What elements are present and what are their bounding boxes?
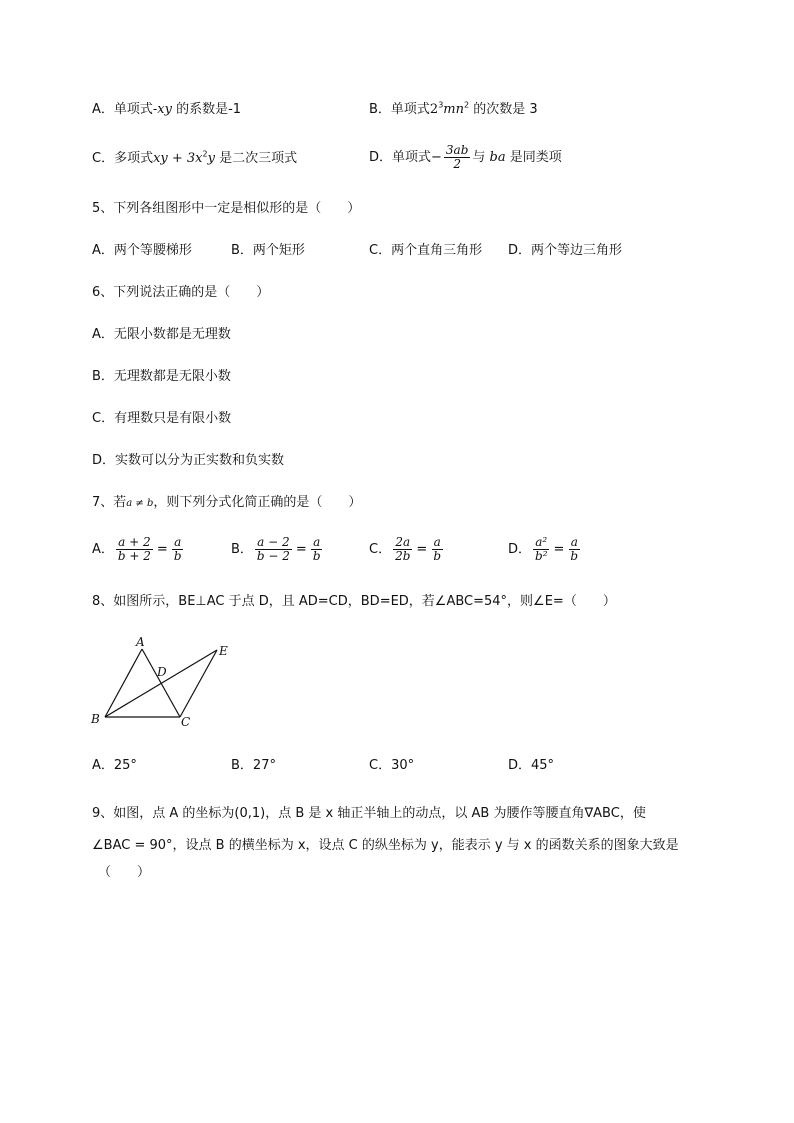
q7-b-fraction-left: [255, 536, 292, 563]
q7-a-num: a + 2: [118, 535, 151, 549]
q4-d-suffix: 是同类项: [505, 150, 562, 165]
q5-option-b: B．两个矩形: [231, 243, 305, 258]
q8-stem: 8、如图所示，BE⊥AC 于点 D，且 AD=CD，BD=ED，若∠ABC=54°，则∠E=（ ）: [92, 594, 616, 609]
q7-b-num: a − 2: [257, 535, 290, 549]
q4-d-prefix: D．单项式: [369, 150, 432, 165]
q7-a-fraction-left: [116, 536, 153, 563]
q4-d-fraction: [444, 144, 470, 171]
segment-ab: [105, 649, 142, 717]
q7-c-fraction-right: [431, 536, 443, 563]
q4-b-variables: mn: [443, 102, 464, 117]
q7-b-fraction-right: [311, 536, 323, 563]
segment-ce: [180, 650, 217, 717]
q4-c-suffix: 是二次三项式: [214, 151, 298, 166]
point-a-label: A: [136, 635, 145, 649]
q4-d-denominator: 2: [453, 157, 461, 171]
q7-a-rnum: a: [174, 535, 182, 549]
q6-option-c: C．有理数只是有限小数: [92, 411, 232, 426]
q7-stem-suffix: ，则下列分式化简正确的是（ ）: [153, 495, 362, 510]
q7-b-rden: b: [312, 549, 321, 563]
q8-option-a: A．25°: [92, 758, 137, 773]
q6-option-d: D．实数可以分为正实数和负实数: [92, 453, 285, 468]
q4-a-expression: -xy: [152, 102, 172, 117]
q5-option-a: A．两个等腰梯形: [92, 243, 192, 258]
point-b-label: B: [91, 712, 100, 726]
q4-b-coefficient: 2: [429, 102, 439, 117]
q9-stem-line-2: ∠BAC = 90°，设点 B 的横坐标为 x，设点 C 的纵坐标为 y，能表示 y 与 x 的函数关系的图象大致是: [92, 838, 679, 853]
q7-a-label: A．: [92, 542, 114, 557]
q7-c-rden: b: [433, 549, 441, 563]
q8-geometry-figure: [85, 635, 245, 735]
q7-a-den: b + 2: [117, 549, 151, 563]
q4-a-prefix: A．单项式: [92, 102, 153, 117]
q4-option-c: C．多项式xy + $3x^2y$ 是二次三项式: [92, 149, 298, 166]
q7-d-rden: b: [570, 549, 579, 563]
q4-b-suffix: 的次数是 3: [469, 102, 538, 117]
point-c-label: C: [181, 715, 191, 729]
q7-b-label: B．: [231, 542, 253, 557]
q4-c-expression: xy + 3x: [153, 151, 203, 166]
q8-option-d: D．45°: [508, 758, 555, 773]
q4-c-prefix: C．多项式: [92, 151, 154, 166]
q5-option-c: C．两个直角三角形: [369, 243, 483, 258]
q4-a-suffix: 的系数是-1: [171, 102, 242, 117]
q4-d-numerator: 3ab: [445, 143, 469, 157]
q8-option-c: C．30°: [369, 758, 415, 773]
q7-d-rnum: a: [570, 535, 578, 549]
q4-d-variable: ba: [489, 150, 506, 165]
q7-d-fraction-left: [533, 536, 550, 563]
q4-d-minus: −: [431, 150, 442, 165]
q6-option-b: B．无理数都是无限小数: [92, 369, 231, 384]
q5-stem: 5、下列各组图形中一定是相似形的是（ ）: [92, 201, 361, 216]
q7-c-num: 2a: [395, 535, 411, 549]
q7-option-a: A． $\frac{a + 2}{b + 2}$ = $\frac{a}{b}$: [92, 535, 182, 563]
q7-c-den: 2b: [395, 549, 411, 563]
q7-d-fraction-right: [568, 536, 580, 563]
q7-d-label: D．: [508, 542, 532, 557]
q7-b-den: b − 2: [256, 549, 290, 563]
q7-option-c: C． $\frac{2a}{2b}$ = $\frac{a}{b}$: [369, 535, 441, 563]
q4-option-d: [369, 144, 562, 171]
q7-stem: [92, 494, 361, 513]
q4-d-middle: 与: [472, 150, 490, 165]
q6-stem: 6、下列说法正确的是（ ）: [92, 285, 270, 300]
q7-option-d: D． $\frac{\text{a²}}{\text{b²}}$ = $\frac{a}{b}$: [508, 535, 579, 563]
q7-d-den: b²: [535, 549, 548, 563]
q7-a-fraction-right: [172, 536, 184, 563]
q7-stem-condition: a ≠ b: [126, 498, 154, 509]
q5-option-d: D．两个等边三角形: [508, 243, 623, 258]
q7-b-rnum: a: [313, 535, 321, 549]
q7-c-rnum: a: [433, 535, 441, 549]
q4-c-expression-tail: y: [207, 151, 215, 166]
point-e-label: E: [219, 644, 228, 658]
q7-d-num: a²: [535, 535, 548, 549]
q7-c-label: C．: [369, 542, 392, 557]
q9-stem-line-1: 9、如图，点 A 的坐标为(0,1)，点 B 是 x 轴正半轴上的动点，以 AB 为腰作等腰直角∇ABC，使: [92, 806, 646, 821]
q7-a-rden: b: [173, 549, 182, 563]
q7-stem-prefix: 7、若: [92, 495, 127, 510]
q7-c-fraction-left: [393, 536, 412, 563]
q4-option-b: B．单项式$2^3mn^2$ 的次数是 3: [369, 100, 538, 117]
q8-option-b: B．27°: [231, 758, 276, 773]
q6-option-a: A．无限小数都是无理数: [92, 327, 231, 342]
point-d-label: D: [157, 665, 167, 679]
q4-b-prefix: B．单项式: [369, 102, 430, 117]
segment-be: [105, 650, 217, 717]
q7-option-b: B． $\frac{a - 2}{b - 2}$ = $\frac{a}{b}$: [231, 535, 321, 563]
q4-option-a: [92, 101, 241, 119]
q9-stem-line-3: （ ）: [98, 865, 151, 880]
